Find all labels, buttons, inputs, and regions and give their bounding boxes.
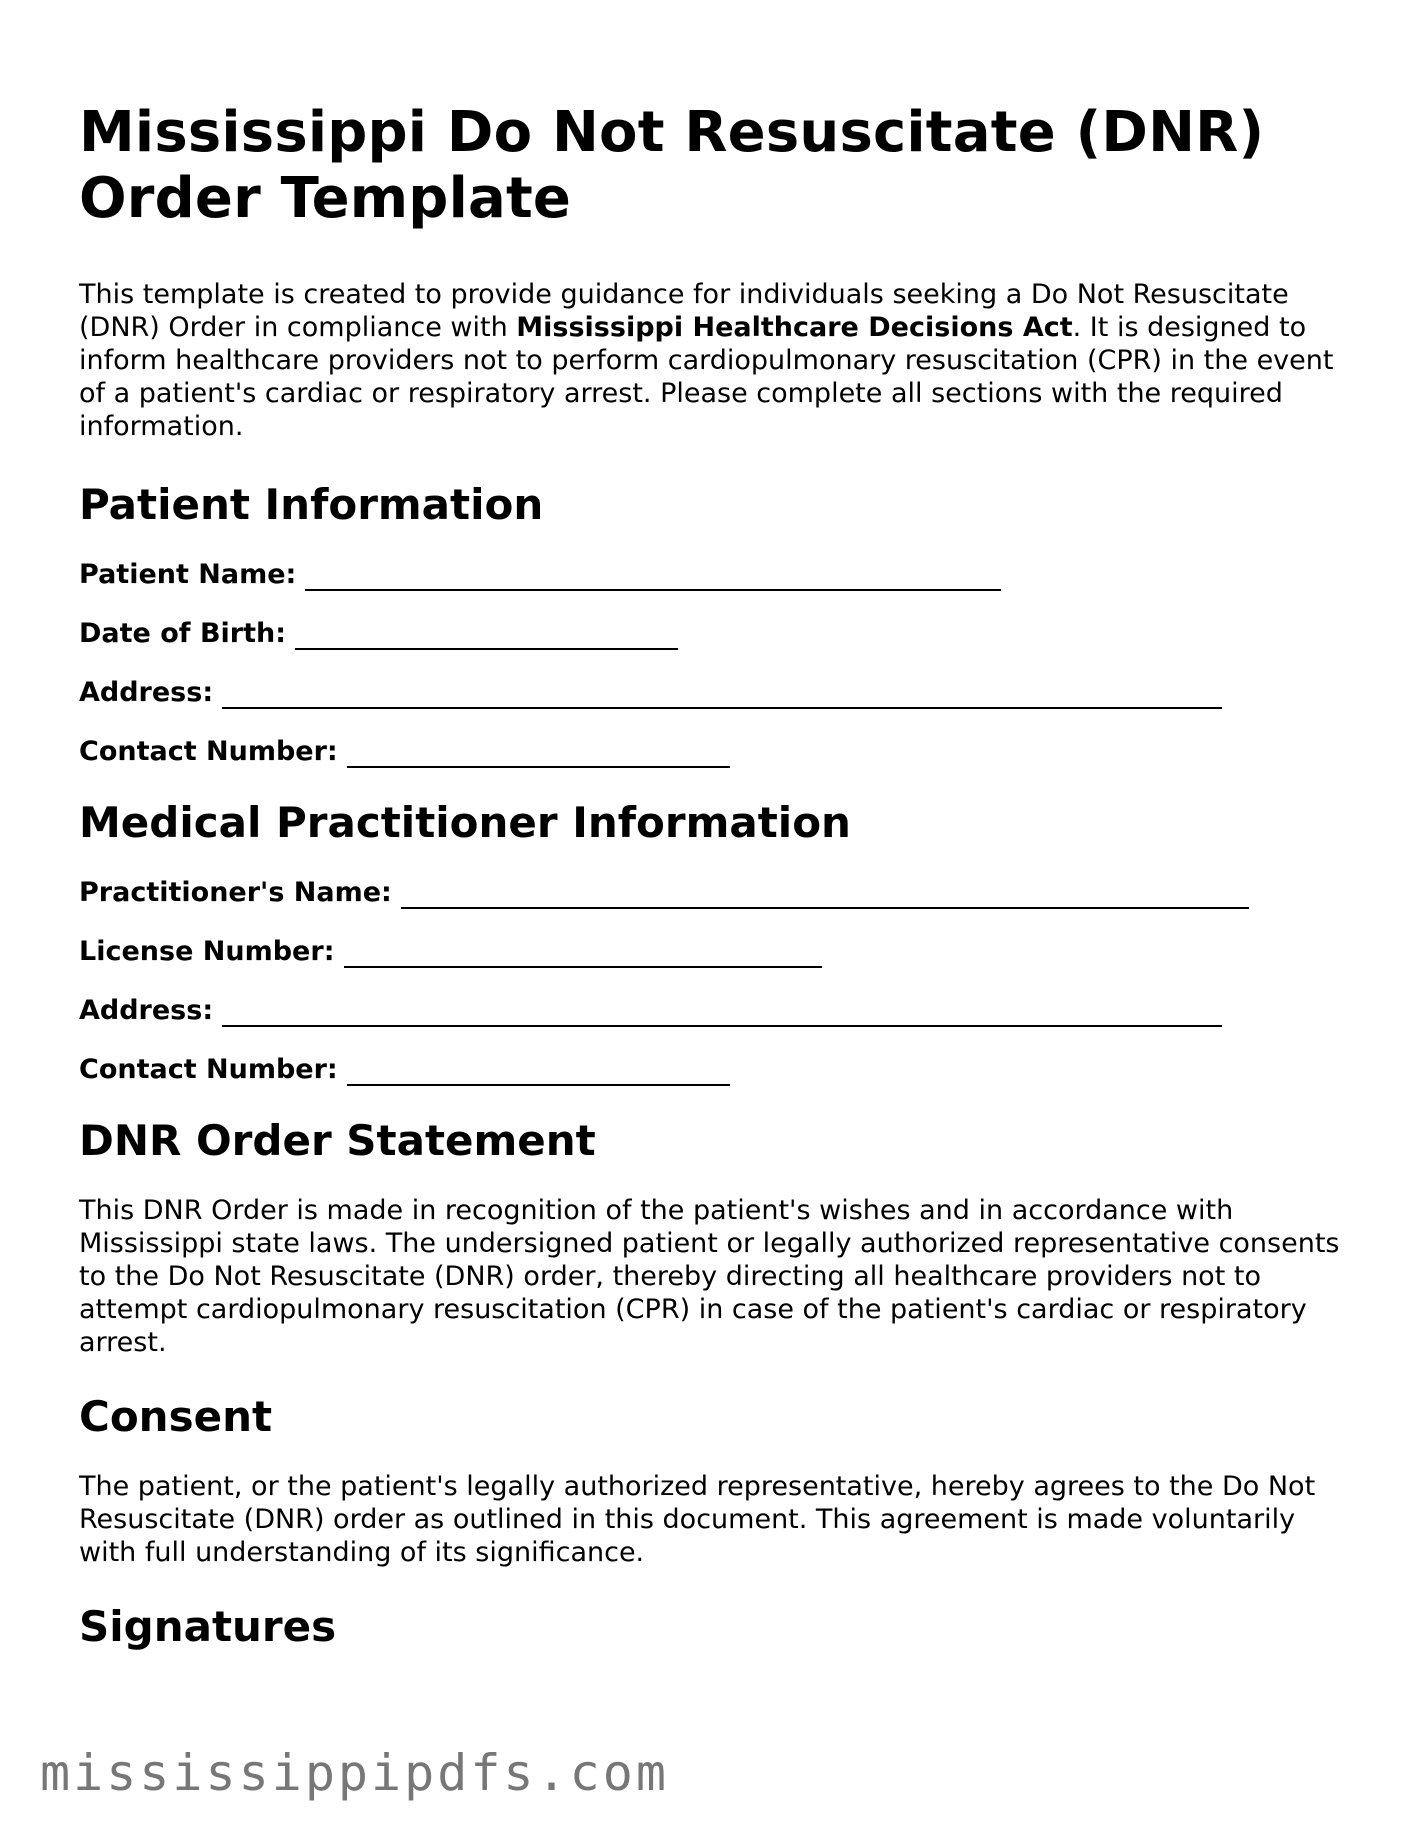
practitioner-name-input-line[interactable]: [401, 883, 1249, 909]
signatures-section-heading: Signatures: [79, 1602, 337, 1651]
practitioner-name-label: Practitioner's Name:: [79, 877, 392, 908]
patient-dob-input-line[interactable]: [295, 624, 678, 650]
practitioner-address-label: Address:: [79, 995, 214, 1026]
practitioner-section-heading: Medical Practitioner Information: [79, 798, 851, 847]
patient-dob-label: Date of Birth:: [79, 618, 287, 649]
patient-contact-label: Contact Number:: [79, 736, 338, 767]
practitioner-contact-input-line[interactable]: [347, 1060, 730, 1086]
practitioner-license-input-line[interactable]: [344, 942, 822, 968]
statement-paragraph: This DNR Order is made in recognition of the patient's wishes and in accordance with Mississippi state laws. The undersigned patient or legally authorized representative consents to the Do Not Resuscitate (DNR) order, thereby directing all healthcare providers not to attempt cardiopulmonary resuscitation (CPR) in case of the patient's cardiac or respiratory arrest.: [79, 1195, 1340, 1358]
intro-text-before: This template is created to provide guidance for individuals seeking a Do Not Resuscitate (DNR) Order in compliance with: [79, 279, 1289, 343]
patient-name-label: Patient Name:: [79, 559, 297, 590]
practitioner-license-field[interactable]: [79, 936, 1349, 968]
patient-address-label: Address:: [79, 677, 214, 708]
statement-section-heading: DNR Order Statement: [79, 1116, 596, 1165]
practitioner-address-field[interactable]: [79, 995, 1349, 1027]
patient-contact-input-line[interactable]: [347, 742, 730, 768]
patient-address-input-line[interactable]: [222, 683, 1222, 709]
consent-paragraph: The patient, or the patient's legally authorized representative, hereby agrees to the Do Not Resuscitate (DNR) order as outlined in this document. This agreement is made voluntarily with full understanding of its significance.: [79, 1471, 1316, 1568]
patient-name-field[interactable]: [79, 559, 1349, 591]
intro-paragraph: [79, 278, 1349, 443]
intro-text-after: . It is designed to inform healthcare providers not to perform cardiopulmonary resuscitation (CPR) in the event of a patient's cardiac or respiratory arrest. Please complete all sections with the required information.: [79, 312, 1334, 442]
practitioner-contact-field[interactable]: [79, 1054, 1349, 1086]
document-page: [79, 100, 1349, 1652]
consent-section-heading: Consent: [79, 1392, 273, 1441]
intro-act-name: Mississippi Healthcare Decisions Act: [516, 312, 1073, 343]
patient-dob-field[interactable]: [79, 618, 1349, 650]
practitioner-contact-label: Contact Number:: [79, 1054, 338, 1085]
patient-contact-field[interactable]: [79, 736, 1349, 768]
document-title: Mississippi Do Not Resuscitate (DNR) Order Template: [79, 100, 1265, 231]
practitioner-license-label: License Number:: [79, 936, 335, 967]
site-watermark: mississippipdfs.com: [40, 1744, 669, 1802]
practitioner-name-field[interactable]: [79, 877, 1349, 909]
patient-address-field[interactable]: [79, 677, 1349, 709]
practitioner-address-input-line[interactable]: [222, 1001, 1222, 1027]
patient-name-input-line[interactable]: [305, 565, 1001, 591]
patient-section-heading: Patient Information: [79, 480, 544, 529]
